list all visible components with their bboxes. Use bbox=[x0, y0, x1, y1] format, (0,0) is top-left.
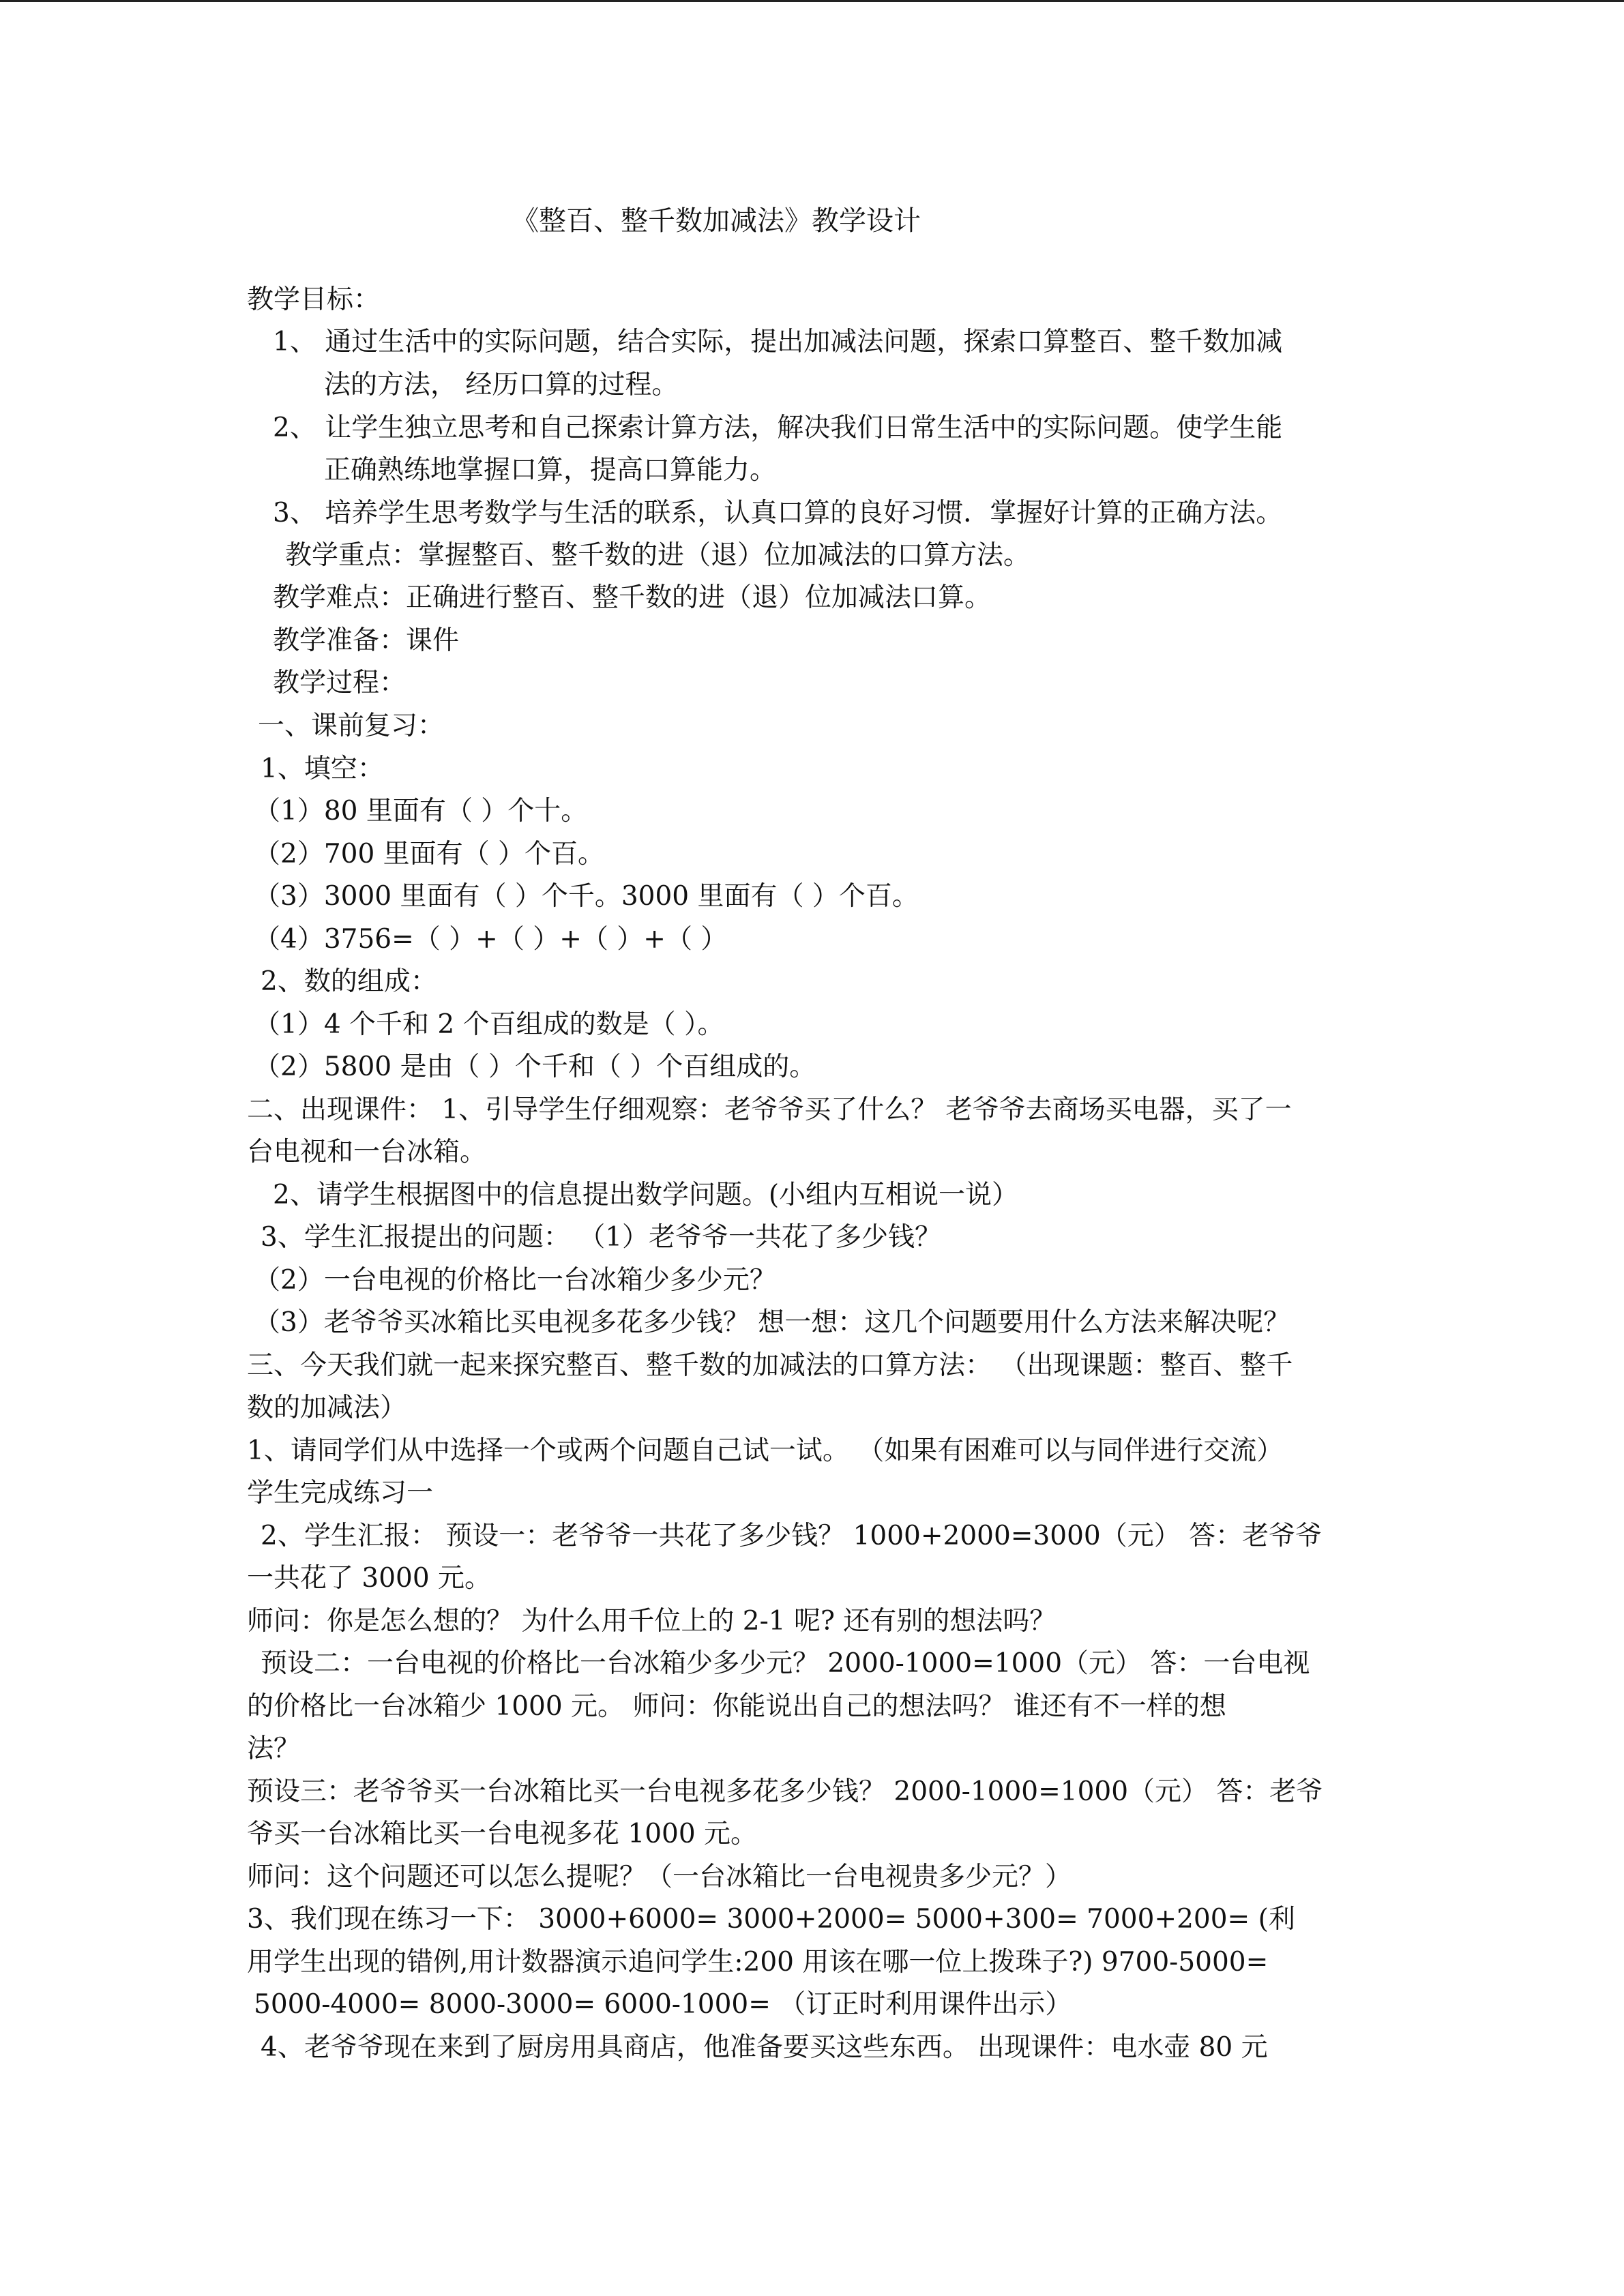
text-line: 师问：你是怎么想的？ 为什么用千位上的 2-1 呢? 还有别的想法吗？ bbox=[247, 1606, 1057, 1637]
text-line: 教学过程： bbox=[273, 668, 407, 698]
text-line: 三、今天我们就一起来探究整百、整千数的加减法的口算方法： （出现课题：整百、整千 bbox=[247, 1350, 1293, 1381]
text-line: 数的加减法） bbox=[247, 1392, 407, 1423]
text-line: （3）3000 里面有（ ）个千。3000 里面有（ ）个百。 bbox=[254, 881, 919, 912]
text-line: 一共花了 3000 元。 bbox=[247, 1563, 492, 1594]
text-line: 师问：这个问题还可以怎么提呢？（一台冰箱比一台电视贵多少元？） bbox=[247, 1862, 1072, 1892]
text-line: 1、 通过生活中的实际问题，结合实际，提出加减法问题，探索口算整百、整千数加减 bbox=[273, 327, 1283, 357]
text-line: 学生完成练习一 bbox=[247, 1478, 434, 1508]
text-line: 法？ bbox=[247, 1733, 301, 1764]
text-line: 3、 培养学生思考数学与生活的联系，认真口算的良好习惯．掌握好计算的正确方法。 bbox=[273, 498, 1283, 528]
text-line: 2、 让学生独立思考和自己探索计算方法，解决我们日常生活中的实际问题。使学生能 bbox=[273, 413, 1283, 443]
text-line: （1）80 里面有（ ）个十。 bbox=[254, 796, 588, 826]
page-top-border bbox=[0, 0, 1624, 2]
text-line: 5000-4000= 8000-3000= 6000-1000= （订正时利用课件出示） bbox=[254, 1989, 1072, 2020]
text-line: 法的方法， 经历口算的过程。 bbox=[324, 370, 679, 400]
text-line: 3、学生汇报提出的问题： （1）老爷爷一共花了多少钱？ bbox=[261, 1222, 942, 1253]
text-line: 预设三：老爷爷买一台冰箱比买一台电视多花多少钱？ 2000-1000=1000（元） 答：老爷 bbox=[247, 1776, 1323, 1807]
text-line: 4、老爷爷现在来到了厨房用具商店，他准备要买这些东西。 出现课件：电水壶 80 元 bbox=[261, 2032, 1268, 2063]
text-line: 1、填空： bbox=[261, 754, 384, 784]
text-line: 3、我们现在练习一下： 3000+6000= 3000+2000= 5000+300= 7000+200= (利 bbox=[247, 1904, 1295, 1935]
text-line: 正确熟练地掌握口算，提高口算能力。 bbox=[324, 455, 777, 486]
text-line: （2）5800 是由（ ）个千和（ ）个百组成的。 bbox=[254, 1052, 816, 1082]
text-line: 教学目标： bbox=[247, 284, 381, 315]
text-line: （3）老爷爷买冰箱比买电视多花多少钱？ 想一想：这几个问题要用什么方法来解决呢？ bbox=[254, 1307, 1290, 1338]
text-line: 2、请学生根据图中的信息提出数学问题。(小组内互相说一说） bbox=[273, 1180, 1019, 1210]
text-line: 1、请同学们从中选择一个或两个问题自己试一试。 （如果有困难可以与同伴进行交流） bbox=[247, 1435, 1284, 1466]
text-line: 教学重点：掌握整百、整千数的进（退）位加减法的口算方法。 bbox=[285, 540, 1031, 571]
text-line: 一、课前复习： bbox=[258, 711, 445, 741]
text-line: （1）4 个千和 2 个百组成的数是（ ）。 bbox=[254, 1009, 724, 1040]
text-line: （4）3756=（ ）+（ ）+（ ）+（ ） bbox=[254, 924, 728, 955]
document-title: 《整百、整千数加减法》教学设计 bbox=[512, 205, 921, 237]
text-line: 二、出现课件： 1、引导学生仔细观察：老爷爷买了什么？ 老爷爷去商场买电器，买了一 bbox=[247, 1094, 1292, 1125]
text-line: 爷买一台冰箱比买一台电视多花 1000 元。 bbox=[247, 1819, 758, 1849]
text-line: （2）一台电视的价格比一台冰箱少多少元？ bbox=[254, 1265, 776, 1296]
text-line: 2、学生汇报： 预设一：老爷爷一共花了多少钱？ 1000+2000=3000（元） 答：老爷爷 bbox=[261, 1521, 1323, 1551]
text-line: 台电视和一台冰箱。 bbox=[247, 1137, 487, 1167]
text-line: 预设二：一台电视的价格比一台冰箱少多少元？ 2000-1000=1000（元） 答：一台电视 bbox=[261, 1648, 1310, 1679]
text-line: 用学生出现的错例,用计数器演示追问学生:200 用该在哪一位上拨珠子?) 9700-5000= bbox=[247, 1947, 1269, 1978]
text-line: （2）700 里面有（ ）个百。 bbox=[254, 839, 605, 869]
text-line: 的价格比一台冰箱少 1000 元。 师问：你能说出自己的想法吗？ 谁还有不一样的想 bbox=[247, 1691, 1226, 1722]
text-line: 教学难点：正确进行整百、整千数的进（退）位加减法口算。 bbox=[273, 582, 992, 613]
text-line: 2、数的组成： bbox=[261, 966, 437, 997]
text-line: 教学准备：课件 bbox=[273, 625, 460, 656]
